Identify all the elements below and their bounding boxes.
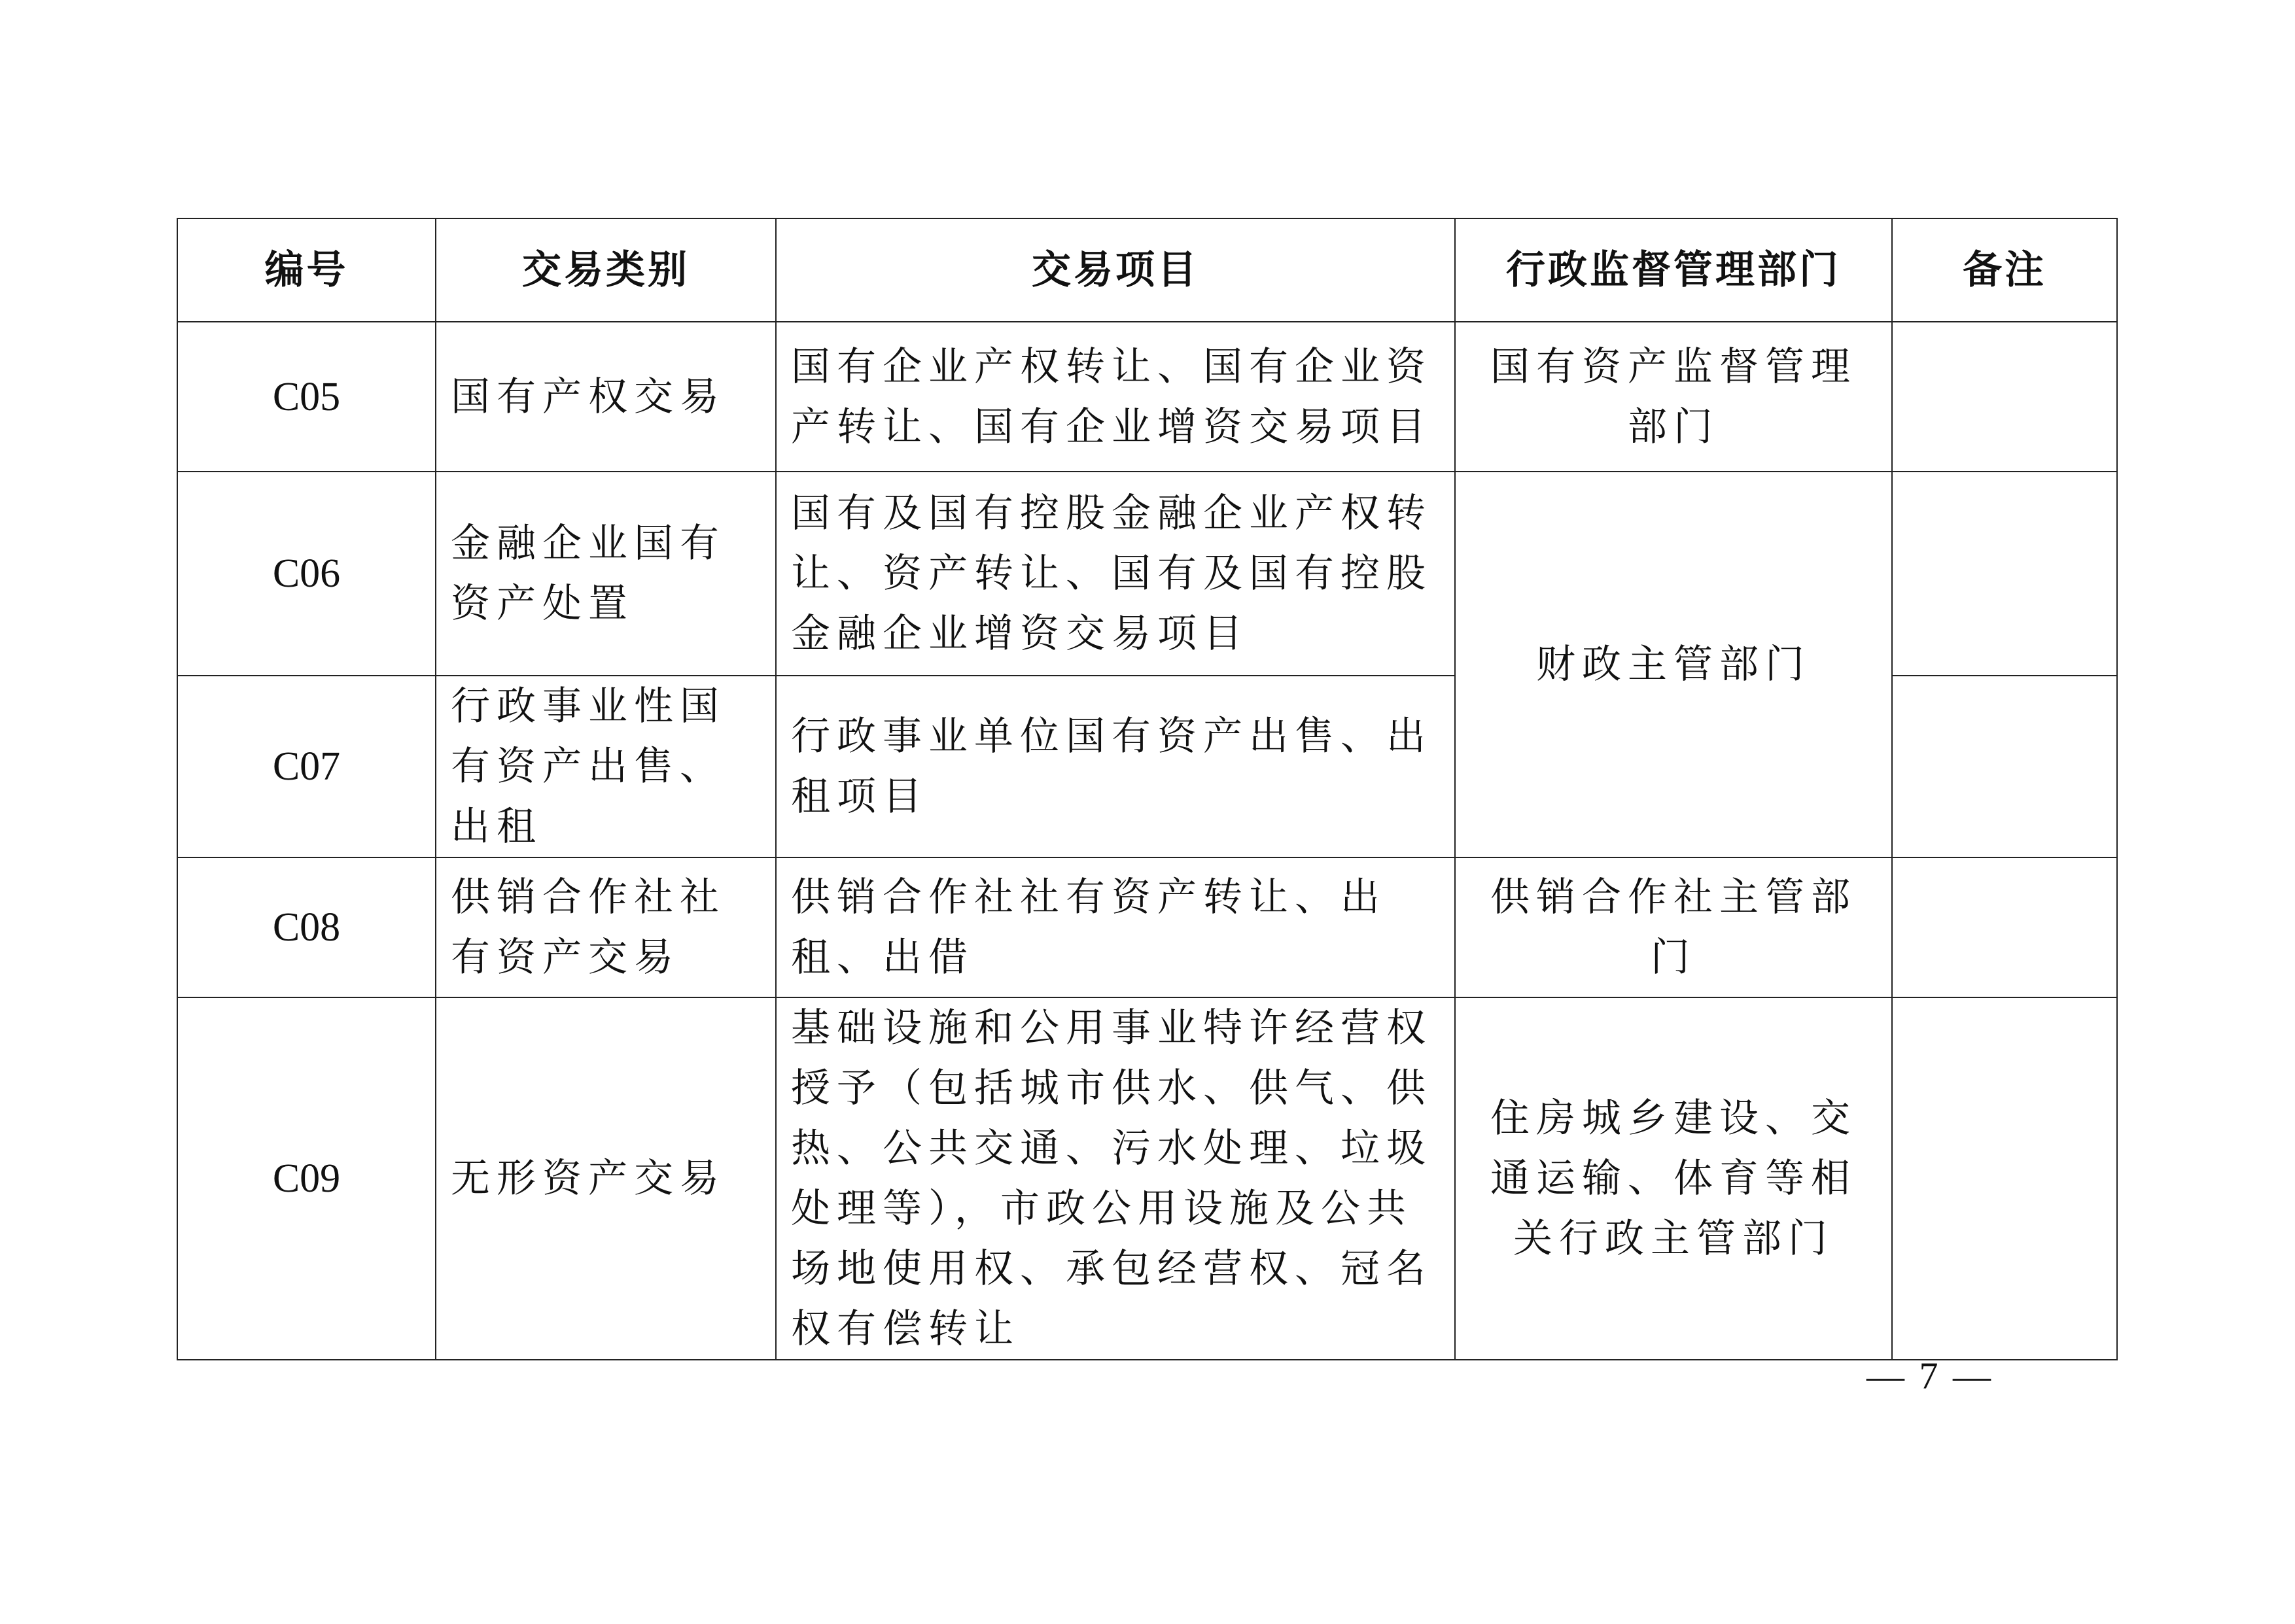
row-code: C06 (177, 472, 436, 676)
row-remark (1892, 857, 2117, 997)
row-remark (1892, 997, 2117, 1360)
row-dept: 国有资产监督管理部门 (1455, 322, 1892, 472)
row-category: 供销合作社社有资产交易 (436, 857, 776, 997)
row-remark (1892, 676, 2117, 857)
table-row (177, 472, 2117, 676)
transaction-table (177, 218, 2118, 1360)
row-dept: 财政主管部门 (1455, 472, 1892, 857)
row-remark (1892, 322, 2117, 472)
row-dept: 供销合作社主管部门 (1455, 857, 1892, 997)
table-row (177, 997, 2117, 1360)
page-number: — 7 — (1866, 1355, 1993, 1397)
row-dept: 住房城乡建设、交通运输、体育等相关行政主管部门 (1455, 997, 1892, 1360)
row-category: 国有产权交易 (436, 322, 776, 472)
header-category: 交易类别 (436, 218, 776, 322)
row-items: 行政事业单位国有资产出售、出租项目 (776, 676, 1455, 857)
row-items: 供销合作社社有资产转让、出租、出借 (776, 857, 1455, 997)
table-row (177, 322, 2117, 472)
row-code: C08 (177, 857, 436, 997)
row-items: 国有企业产权转让、国有企业资产转让、国有企业增资交易项目 (776, 322, 1455, 472)
header-code: 编号 (177, 218, 436, 322)
row-code: C09 (177, 997, 436, 1360)
header-remark: 备注 (1892, 218, 2117, 322)
row-category: 无形资产交易 (436, 997, 776, 1360)
row-remark (1892, 472, 2117, 676)
row-code: C05 (177, 322, 436, 472)
header-items: 交易项目 (776, 218, 1455, 322)
row-items: 国有及国有控股金融企业产权转让、资产转让、国有及国有控股金融企业增资交易项目 (776, 472, 1455, 676)
row-category: 行政事业性国有资产出售、出租 (436, 676, 776, 857)
row-items: 基础设施和公用事业特许经营权授予（包括城市供水、供气、供热、公共交通、污水处理、垃圾处理等），市政公用设施及公共场地使用权、承包经营权、冠名权有偿转让 (776, 997, 1455, 1360)
row-code: C07 (177, 676, 436, 857)
row-category: 金融企业国有资产处置 (436, 472, 776, 676)
header-row (177, 218, 2117, 322)
table-row (177, 857, 2117, 997)
header-dept: 行政监督管理部门 (1455, 218, 1892, 322)
